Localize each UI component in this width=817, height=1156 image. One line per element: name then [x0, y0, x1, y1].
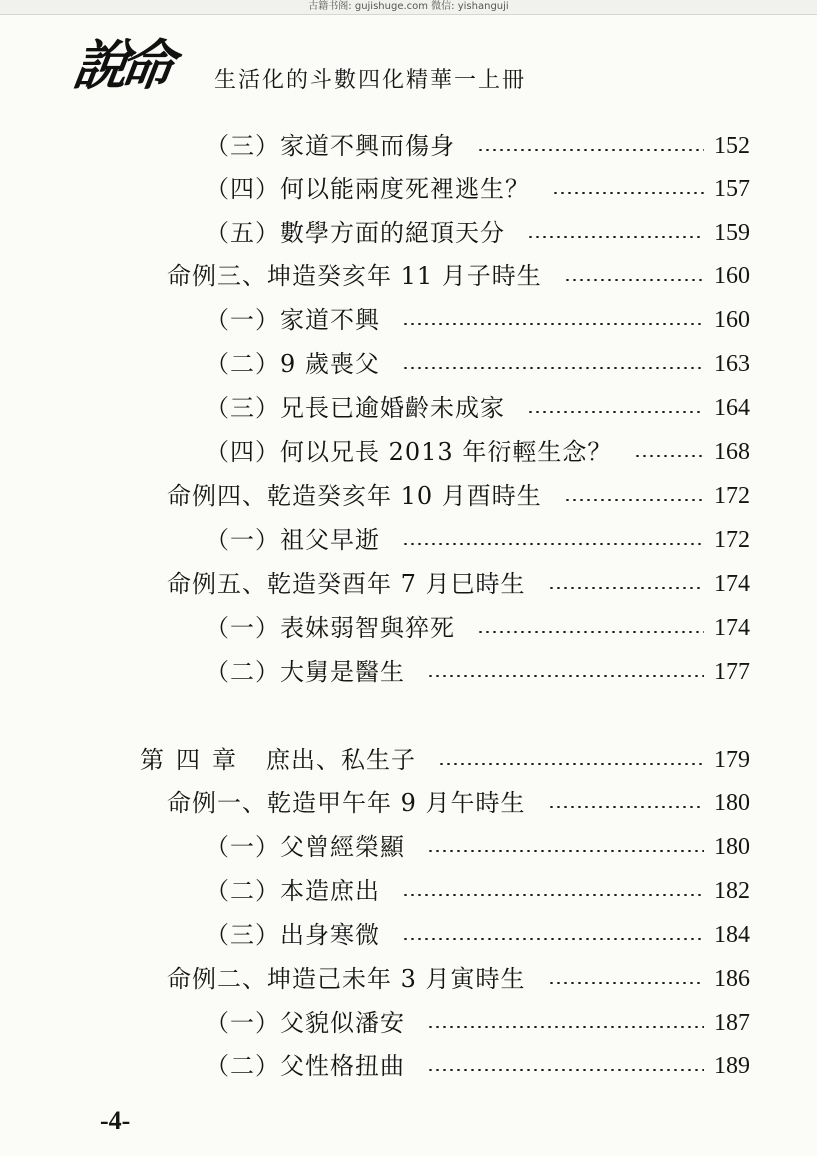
toc-entry[interactable]	[205, 915, 750, 955]
page-header	[69, 30, 774, 100]
toc-entry-title: （四）何以兄長 2013 年衍輕生念？	[205, 438, 613, 466]
dot-leader	[527, 236, 704, 238]
chapter-page: 179	[714, 747, 750, 773]
chapter-title: 庶出、私生子	[266, 746, 416, 774]
toc-entry-page: 172	[714, 483, 750, 509]
toc-entry-page: 189	[714, 1053, 750, 1079]
dot-leader	[477, 149, 704, 151]
toc-entry[interactable]	[205, 1003, 750, 1043]
toc-entry[interactable]	[205, 608, 750, 648]
dot-leader	[402, 543, 704, 545]
book-title: 生活化的斗數四化精華一上冊	[214, 68, 527, 93]
dot-leader	[438, 763, 704, 765]
toc-entry-title: （三）兄長已逾婚齡未成家	[205, 394, 505, 422]
watermark-text: 古籍书阁: gujishuge.com 微信: yishanguji	[308, 1, 509, 12]
toc-entry[interactable]	[167, 959, 750, 999]
toc-entry[interactable]	[205, 1046, 750, 1086]
dot-leader	[427, 1026, 704, 1028]
dot-leader	[548, 982, 704, 984]
toc-entry-title: 命例二、坤造己未年 3 月寅時生	[167, 965, 526, 993]
toc-entry-title: （四）何以能兩度死裡逃生？	[205, 175, 530, 203]
toc-entry-title: 命例五、乾造癸酉年 7 月巳時生	[167, 570, 526, 598]
toc-entry-page: 180	[714, 834, 750, 860]
dot-leader	[402, 894, 704, 896]
toc-entry-title: （二）9 歲喪父	[205, 350, 380, 378]
toc-entry-page: 184	[714, 922, 750, 948]
toc-entry-title: （二）大舅是醫生	[205, 658, 405, 686]
toc-entry-page: 174	[714, 571, 750, 597]
toc-entry-title: （一）祖父早逝	[205, 526, 380, 554]
toc-entry[interactable]	[205, 520, 750, 560]
toc-entry-title: （五）數學方面的絕頂天分	[205, 219, 505, 247]
dot-leader	[548, 806, 704, 808]
toc-entry-title: （一）家道不興	[205, 306, 380, 334]
toc-entry-title: （二）父性格扭曲	[205, 1052, 405, 1080]
toc-entry[interactable]	[205, 169, 750, 209]
page-number: -4-	[100, 1106, 131, 1135]
toc-entry-page: 172	[714, 527, 750, 553]
toc-entry-title: （三）出身寒微	[205, 921, 380, 949]
toc-entry-page: 177	[714, 659, 750, 685]
chapter-number: 第四章	[140, 746, 248, 774]
book-logo: 說命	[69, 33, 171, 97]
dot-leader	[427, 1069, 704, 1071]
toc-entry-page: 180	[714, 790, 750, 816]
toc-entry-page: 182	[714, 878, 750, 904]
toc-entry[interactable]	[205, 827, 750, 867]
toc-entry[interactable]	[167, 783, 750, 823]
toc-entry-page: 163	[714, 351, 750, 377]
toc-entry-page: 187	[714, 1010, 750, 1036]
toc-entry-title: （三）家道不興而傷身	[205, 132, 455, 160]
dot-leader	[527, 411, 704, 413]
dot-leader	[552, 192, 704, 194]
toc-entry[interactable]	[205, 388, 750, 428]
dot-leader	[427, 675, 704, 677]
toc-chapter[interactable]	[140, 740, 750, 780]
toc-entry[interactable]	[205, 344, 750, 384]
dot-leader	[402, 323, 704, 325]
toc-entry-page: 157	[714, 176, 750, 202]
toc-entry[interactable]	[205, 126, 750, 166]
toc-entry-title: 命例四、乾造癸亥年 10 月酉時生	[167, 482, 542, 510]
toc-entry[interactable]	[205, 432, 750, 472]
toc-entry-title: （一）表妹弱智與猝死	[205, 614, 455, 642]
toc-entry[interactable]	[205, 871, 750, 911]
toc-entry[interactable]	[205, 300, 750, 340]
toc-entry-page: 160	[714, 307, 750, 333]
toc-entry-title: （二）本造庶出	[205, 877, 380, 905]
toc-entry-page: 174	[714, 615, 750, 641]
dot-leader	[402, 367, 704, 369]
dot-leader	[564, 279, 704, 281]
dot-leader	[427, 850, 704, 852]
toc-entry[interactable]	[167, 256, 750, 296]
dot-leader	[402, 938, 704, 940]
toc-entry-page: 168	[714, 439, 750, 465]
dot-leader	[564, 499, 704, 501]
toc-entry-page: 186	[714, 966, 750, 992]
dot-leader	[634, 455, 704, 457]
toc-entry[interactable]	[205, 652, 750, 692]
toc-entry-page: 159	[714, 220, 750, 246]
dot-leader	[477, 631, 704, 633]
toc-entry[interactable]	[205, 213, 750, 253]
toc-entry-page: 164	[714, 395, 750, 421]
toc-entry[interactable]	[167, 476, 750, 516]
toc-entry-page: 160	[714, 263, 750, 289]
toc-entry-title: （一）父曾經榮顯	[205, 833, 405, 861]
toc-entry-title: （一）父貌似潘安	[205, 1009, 405, 1037]
toc-entry-page: 152	[714, 133, 750, 159]
toc-entry-title: 命例一、乾造甲午年 9 月午時生	[167, 789, 526, 817]
toc-entry-title: 命例三、坤造癸亥年 11 月子時生	[167, 262, 542, 290]
dot-leader	[548, 587, 704, 589]
watermark-bar	[0, 0, 817, 15]
toc-entry[interactable]	[167, 564, 750, 604]
